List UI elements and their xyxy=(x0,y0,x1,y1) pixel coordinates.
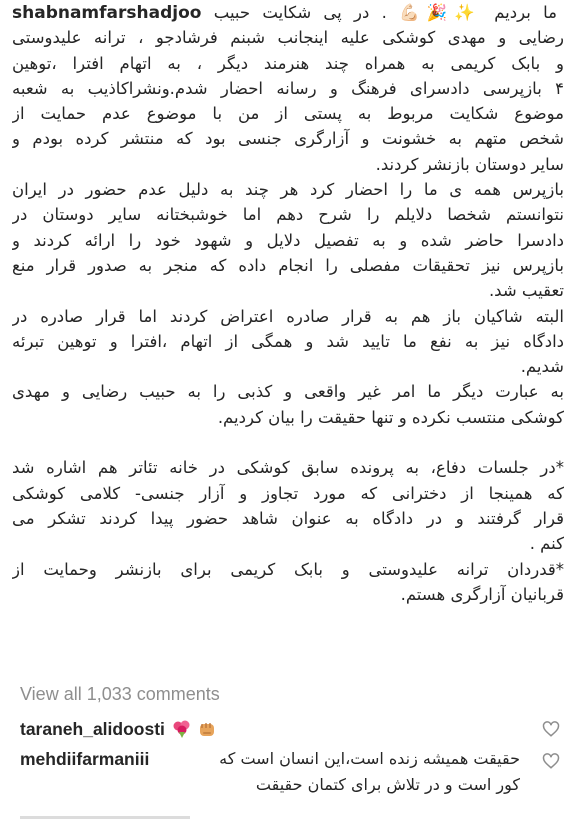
caption-line: به عبارت دیگر ما امر غیر واقعی و کذبی را به حبیب رضایی و مهدی xyxy=(12,382,564,402)
comment-text-line: حقیقت همیشه زنده است،این انسان است که xyxy=(219,749,520,768)
comment-item xyxy=(20,716,560,742)
raised-fist-emoji-icon xyxy=(197,719,217,739)
caption-line: ۴ بازپرسی دادسرای فرهنگ و رسانه احضار شدم.ونشراکاذیب به شعبه xyxy=(12,78,564,98)
post-author-username[interactable]: shabnamfarshadjoo xyxy=(12,3,202,23)
caption-line: *در جلسات دفاع، به پرونده سابق کوشکی در خانه تئاتر هم اشاره شد xyxy=(12,458,564,478)
caption-line: تعقیب شد. xyxy=(488,281,564,301)
caption-line: کنم . xyxy=(529,534,564,554)
caption-line: بازپرس نیز تحقیقات مفصلی را انجام داده که منجر به صدور قرار منع xyxy=(12,255,564,275)
caption-line: قربانیان آزارگری هستم. xyxy=(400,584,564,604)
caption-line: که همینجا از دخترانی که مورد تجاوز و آزار جنسی- کلامی کوشکی xyxy=(12,483,564,503)
caption-line: کوشکی منتسب نکرده و تنها حقیقت را بیان کردیم. xyxy=(217,407,564,427)
caption-line: دادسرا حاضر شده و به تفصیل دلایل و شهود خود را ارائه کردند و xyxy=(12,230,564,250)
comment-username[interactable]: taraneh_alidoosti xyxy=(20,718,165,739)
caption-text: ما بردیم ✨🎉💪🏻 . در پی شکایت حبیب xyxy=(213,3,557,22)
like-heart-icon[interactable] xyxy=(542,752,560,770)
flower-bouquet-emoji-icon xyxy=(171,719,193,739)
caption-line: *قدردان ترانه علیدوستی و بابک کریمی برای بازنشر وحمایت از xyxy=(12,559,564,579)
post-caption xyxy=(12,0,564,680)
comment-username[interactable]: mehdiifarmaniii xyxy=(20,748,150,769)
caption-line: شخص متهم به خشونت و آزارگری جنسی بود که منتشر کرده بودم و xyxy=(12,129,564,149)
caption-line: موضوع شکایت مربوط به پستی از من با موضوع عدم حمایت از xyxy=(12,104,564,124)
caption-line xyxy=(12,430,564,455)
caption-line: رضایی و مهدی کوشکی علیه اینجانب شبنم فرشادجو ، ترانه علیدوستی xyxy=(12,28,564,48)
next-comment-partial xyxy=(20,810,200,819)
caption-line xyxy=(12,0,564,25)
caption-line: قرار گرفتند و در دادگاه به عنوان شاهد حضور پیدا کردند تشکر می xyxy=(12,508,564,528)
caption-line: دادگاه نیز به نفع ما تایید شد و همگی از اتهام ،افترا و توهین تبرئه xyxy=(12,331,564,351)
caption-line: نتوانستم شخصا دلایلم را شرح دهم اما خوشبختانه سایر دوستان در xyxy=(12,205,564,225)
caption-line: البته شاکیان باز هم به قرار صادره اعتراض کردند اما قرار صادره در xyxy=(12,306,564,326)
caption-line: شدیم. xyxy=(520,357,564,377)
like-heart-icon[interactable] xyxy=(542,720,560,738)
view-all-comments-link[interactable]: View all 1,033 comments xyxy=(20,684,220,704)
comment-item xyxy=(20,746,560,798)
caption-line: و بابک کریمی به همراه چند هنرمند دیگر ، به اتهام افترا ،توهین xyxy=(12,53,564,73)
comment-text-line: کور است و در تلاش برای کتمان حقیقت xyxy=(255,775,520,794)
caption-line: بازپرس همه ی ما را احضار کرد هر چند به دلیل عدم حضور در ایران xyxy=(12,180,564,200)
caption-line: سایر دوستان بازنشر کردند. xyxy=(375,154,564,174)
